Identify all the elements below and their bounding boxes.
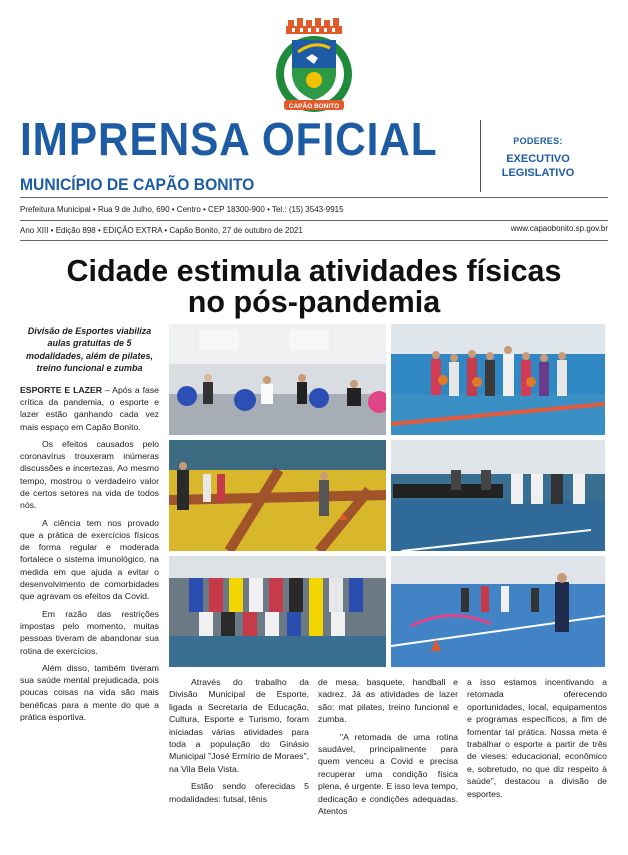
powers-box <box>496 136 580 180</box>
headline-line-1: Cidade estimula atividades físicas <box>66 254 562 288</box>
photo-futsal-court <box>169 440 386 551</box>
paragraph: Além disso, também tiveram sua saúde mental prejudicada, pois poucas coisas na vida são mais benéficas para a mente do que a prática esportiva. <box>20 662 159 723</box>
photo-table-tennis <box>391 440 605 551</box>
photo-group-sports <box>169 556 386 667</box>
article-kicker: ESPORTE E LAZER <box>20 384 103 395</box>
publication-subtitle: MUNICÍPIO DE CAPÃO BONITO <box>20 175 255 194</box>
paragraph: Em razão das restrições impostas pelo momento, muitas pessoas tiveram de abandonar sua rotina de exercícios. <box>20 608 159 656</box>
paragraph: "A retomada de uma rotina saudável, principalmente para quem venceu a Covid e precisa recuperar uma condição física plena, é urgente. E isso leva tempo, dedicação e condições adequadas. Atentos <box>318 731 458 817</box>
article-column-2 <box>169 676 309 805</box>
article-lede: Divisão de Esportes viabiliza aulas gratuitas de 5 modalidades, além de pilates, treino funcional e zumba <box>25 326 154 374</box>
paragraph: A ciência tem nos provado que a prática de exercícios físicos de forma regular e moderada fortalece o sistema imunológico, na medida em que ajuda a evitar o desenvolvimento de comorbidades que agravam os efeitos da Covid. <box>20 517 159 602</box>
photo-agility-drills <box>391 556 605 667</box>
paragraph-text: – Após a fase crítica da pandemia, o esporte e lazer estão ganhando cada vez mais espaço em Capão Bonito. <box>20 384 160 432</box>
paragraph: Através do trabalho da Divisão Municipal de Esporte, ligada a Secretaria de Educação, Cultura, Esporte e Turismo, foram iniciadas várias atividades para toda a população do Ginásio Municipal "José Ermírio de Moraes", na Vila Bela Vista. <box>169 677 309 774</box>
paragraph: de mesa, basquete, handball e xadrez. Já as atividades de lazer são: mat pilates, treino funcional e zumba. <box>318 677 458 725</box>
article-column-3 <box>318 676 458 817</box>
paragraph <box>20 384 159 433</box>
photo-pilates-class <box>169 324 386 435</box>
article-headline <box>14 256 614 318</box>
edition-line: Ano XIII • Edição 898 • EDIÇÃO EXTRA • Capão Bonito, 27 de outubro de 2021 <box>20 226 303 235</box>
municipal-crest-logo <box>270 18 358 114</box>
divider <box>20 240 608 241</box>
crest-ribbon-text: CAPÃO BONITO <box>288 103 340 110</box>
paragraph: a isso estamos incentivando a retomada oferecendo oportunidades, local, equipamentos e programas específicos, a fim de fomentar tal prática. Nossa meta é trabalhar o esporte a partir de três de vieses: educacional, econômico e, sobretudo, no que diz respeito à saúde", destacou a divisão de esportes. <box>467 677 607 799</box>
paragraph: Os efeitos causados pelo coronavírus trouxeram inúmeras discussões e incertezas. Ao mesmo tempo, mostrou o verdadeiro valor de certos setores na vida de todos nós. <box>20 438 159 511</box>
powers-executivo: EXECUTIVO <box>506 153 570 165</box>
powers-label: PODERES: <box>513 136 563 146</box>
address-line: Prefeitura Municipal • Rua 9 de Julho, 690 • Centro • CEP 18300-900 • Tel.: (15) 3543-9915 <box>20 205 344 214</box>
divider <box>20 220 608 221</box>
article-column-1 <box>20 325 159 723</box>
photo-basketball-kids <box>391 324 605 435</box>
website-link[interactable]: www.capaobonito.sp.gov.br <box>510 224 608 233</box>
paragraph: Estão sendo oferecidas 5 modalidades: futsal, tênis <box>169 781 309 804</box>
divider <box>20 197 608 198</box>
headline-line-2: no pós-pandemia <box>187 285 441 319</box>
powers-legislativo: LEGISLATIVO <box>501 167 575 179</box>
publication-title: IMPRENSA OFICIAL <box>20 113 438 165</box>
masthead-divider <box>480 120 481 192</box>
article-column-4 <box>467 676 607 800</box>
